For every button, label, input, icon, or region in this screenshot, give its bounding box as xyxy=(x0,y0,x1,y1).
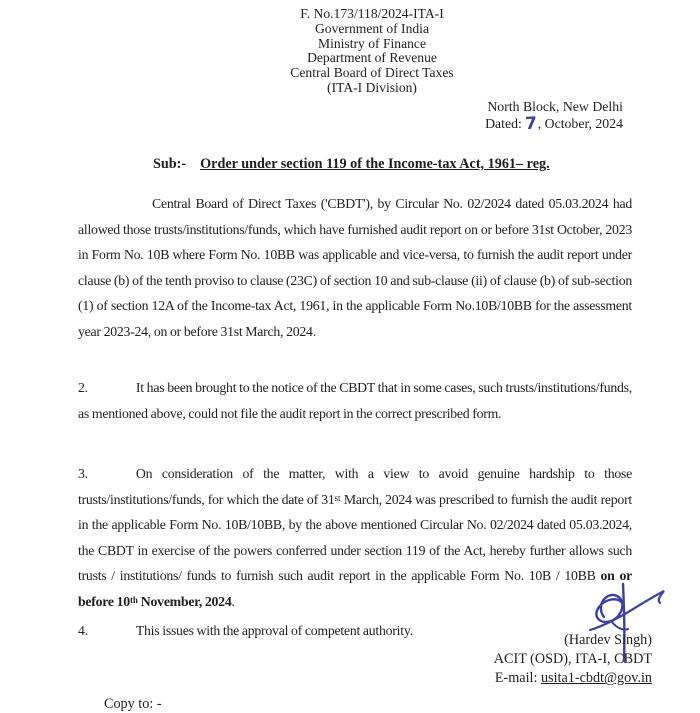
signatory-designation: ACIT (OSD), ITA-I, CBDT xyxy=(493,651,652,668)
email-address[interactable]: usita1-cbdt@gov.in xyxy=(540,670,652,687)
paragraph-4-text: This issues with the approval of competent authority. xyxy=(135,623,413,638)
ministry-line: Ministry of Finance xyxy=(318,35,426,51)
subject-text: Order under section 119 of the Income-tax Act, 1961– reg. xyxy=(200,156,550,172)
deadline-bold-date: November, 2024 xyxy=(137,593,232,609)
subject-label: Sub:- xyxy=(153,156,187,172)
signatory-email-line xyxy=(494,669,652,688)
signatory-name: (Hardev Singh) xyxy=(564,632,652,648)
paragraph-2-number: 2. xyxy=(78,380,88,395)
email-label: E-mail: xyxy=(494,670,538,687)
place-line: North Block, New Delhi xyxy=(487,99,623,114)
paragraph-3-seg2: March, 2024 was prescribed to furnish the audit report in the applicable Form No. 10B/10BB, by the above mentioned Circular No. 02/2024 dated 05.03.2024, the CBDT in exercise of the powers conferred under section 119 of the Act, hereby further allows such trusts / institutions/ funds to furnish such audit report in the applicable Form No. 10B / 10BB xyxy=(78,491,633,584)
paragraph-1 xyxy=(78,191,632,345)
paragraph-3 xyxy=(78,461,632,615)
paragraph-3-seg1: On consideration of the matter, with a view to avoid genuine hardship to those trusts/institutions/funds, for which the date of 31 xyxy=(78,466,632,507)
superscript-st: st xyxy=(334,492,341,503)
paragraph-1-text: Central Board of Direct Taxes ('CBDT'), by Circular No. 02/2024 dated 05.03.2024 had allowed those trusts/institutions/funds, which have furnished audit report on or before 31st October, 2023 in Form No. 10B where Form No. 10BB was applicable and vice-versa, to furnish the audit report under clause (b) of the tenth proviso to clause (23C) of section 10 and sub-clause (ii) of clause (b) of sub-section (1) of section 12A of the Income-tax Act, 1961, in the applicable Form No.10B/10BB for the assessment year 2023-24, on or before 31st March, 2024. xyxy=(78,196,632,339)
board-line: Central Board of Direct Taxes xyxy=(290,65,454,81)
paragraph-3-number: 3. xyxy=(78,466,88,481)
file-number: F. No.173/118/2024-ITA-I xyxy=(300,6,444,21)
signatory-block xyxy=(494,631,652,689)
subject-line xyxy=(153,156,550,173)
department-line: Department of Revenue xyxy=(307,50,437,66)
deadline-bold-text: on or before 10 xyxy=(78,568,632,609)
paragraph-2 xyxy=(78,375,632,426)
govt-line: Government of India xyxy=(314,20,429,36)
superscript-th: th xyxy=(129,594,138,605)
letterhead xyxy=(22,7,700,96)
date-block xyxy=(485,99,623,135)
handwritten-day: 7 xyxy=(524,113,538,135)
paragraph-3-seg3: . xyxy=(231,593,235,609)
paragraph-2-text: It has been brought to the notice of the CBDT that in some cases, such trusts/institutions/funds, as mentioned above, could not file the audit report in the correct prescribed form. xyxy=(78,380,632,421)
date-rest: , October, 2024 xyxy=(537,116,623,131)
copy-to-line: Copy to: - xyxy=(104,696,162,712)
dated-label: Dated: xyxy=(485,116,522,131)
paragraph-4-number: 4. xyxy=(78,623,88,638)
date-line xyxy=(485,113,623,135)
division-line: (ITA-I Division) xyxy=(327,79,417,95)
